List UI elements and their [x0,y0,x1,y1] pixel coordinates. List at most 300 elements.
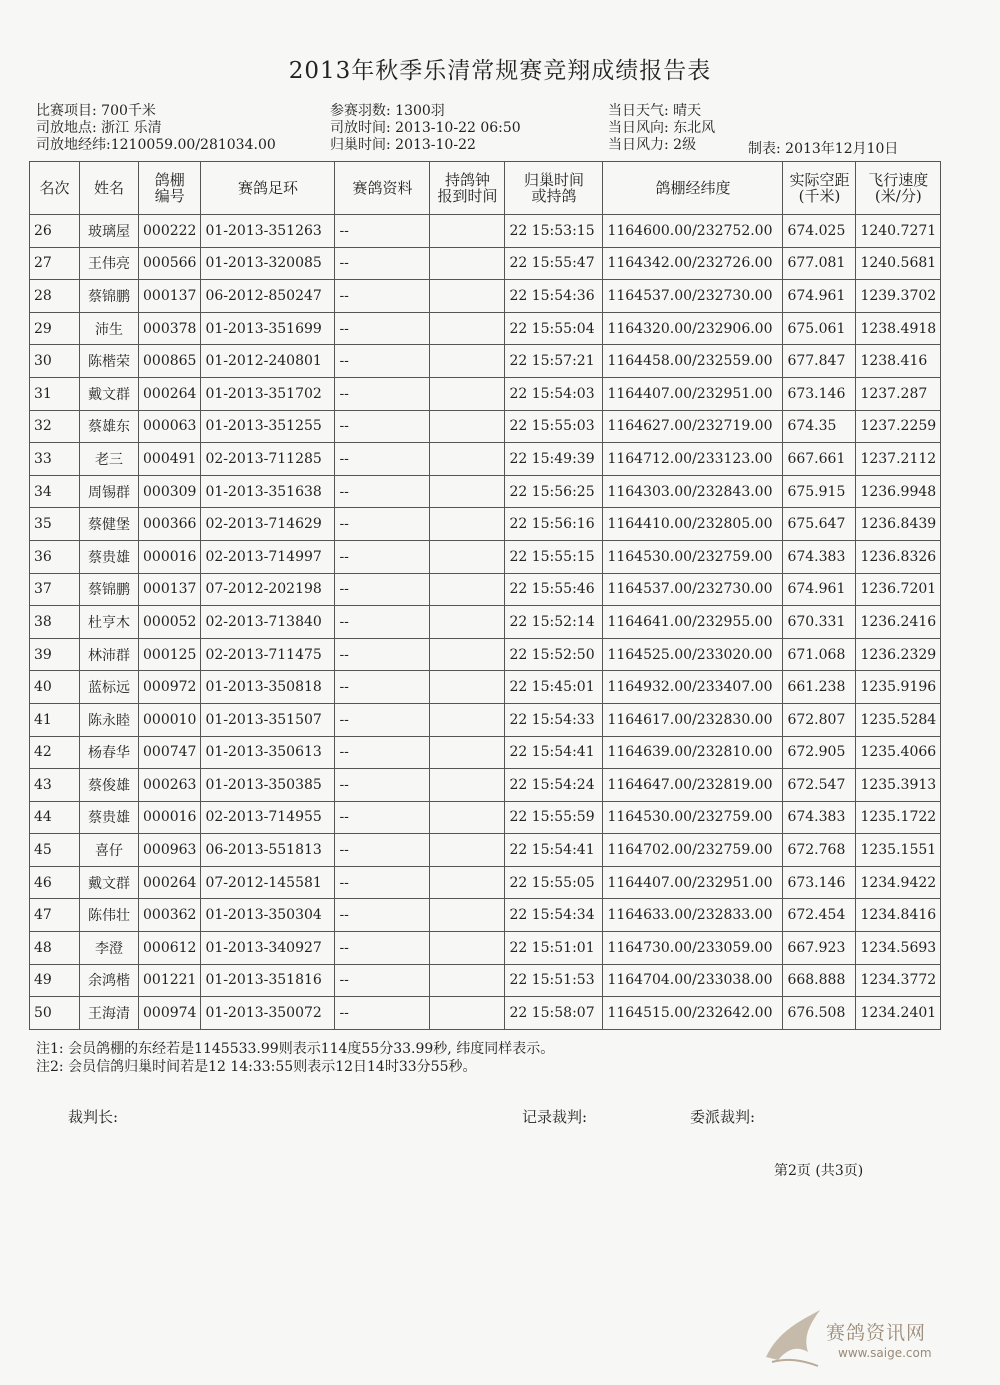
cell-loft-coords: 1164515.00/232642.00 [603,997,783,1030]
cell-speed: 1234.9422 [856,866,941,899]
cell-ring-number: 02-2013-713840 [201,606,335,639]
cell-speed: 1234.5693 [856,932,941,965]
cell-bird-info: -- [335,769,430,802]
cell-name: 周锡群 [80,475,139,508]
table-row [30,540,941,573]
table-row [30,866,941,899]
cell-ring-number: 01-2013-350385 [201,769,335,802]
cell-ring-number: 07-2012-202198 [201,573,335,606]
cell-distance: 674.35 [783,410,856,443]
cell-name: 戴文群 [80,377,139,410]
cell-loft-coords: 1164704.00/233038.00 [603,964,783,997]
cell-loft-coords: 1164633.00/232833.00 [603,899,783,932]
cell-loft-id: 000063 [139,410,201,443]
cell-loft-id: 000366 [139,508,201,541]
table-header-row [30,162,941,215]
cell-ring-number: 01-2013-340927 [201,932,335,965]
cell-clock-time [430,443,505,476]
cell-bird-info: -- [335,899,430,932]
cell-speed: 1236.8439 [856,508,941,541]
cell-speed: 1235.5284 [856,703,941,736]
cell-loft-id: 000137 [139,280,201,313]
cell-ring-number: 01-2013-351255 [201,410,335,443]
cell-loft-coords: 1164712.00/233123.00 [603,443,783,476]
info-left [36,103,276,154]
watermark [758,1302,968,1372]
table-row [30,638,941,671]
cell-distance: 667.661 [783,443,856,476]
weather: 当日天气: 晴天 [608,103,702,119]
table-row [30,932,941,965]
cell-arrival-time: 22 15:49:39 [505,443,603,476]
cell-arrival-time: 22 15:54:36 [505,280,603,313]
cell-loft-coords: 1164407.00/232951.00 [603,866,783,899]
cell-rank: 38 [30,606,80,639]
cell-loft-id: 000362 [139,899,201,932]
cell-distance: 675.061 [783,312,856,345]
cell-ring-number: 06-2012-850247 [201,280,335,313]
cell-clock-time [430,508,505,541]
delegated-referee: 委派裁判: [690,1108,756,1126]
cell-loft-id: 000052 [139,606,201,639]
cell-clock-time [430,540,505,573]
cell-ring-number: 01-2013-350072 [201,997,335,1030]
cell-name: 戴文群 [80,866,139,899]
cell-loft-id: 000264 [139,377,201,410]
cell-bird-info: -- [335,801,430,834]
table-row [30,345,941,378]
cell-rank: 39 [30,638,80,671]
cell-loft-coords: 1164530.00/232759.00 [603,540,783,573]
cell-loft-coords: 1164342.00/232726.00 [603,247,783,280]
recording-referee: 记录裁判: [522,1108,588,1126]
cell-distance: 672.768 [783,834,856,867]
cell-loft-coords: 1164617.00/232830.00 [603,703,783,736]
cell-loft-id: 001221 [139,964,201,997]
release-time: 司放时间: 2013-10-22 06:50 [330,120,521,136]
cell-bird-info: -- [335,280,430,313]
cell-ring-number: 02-2013-711285 [201,443,335,476]
cell-ring-number: 01-2013-351699 [201,312,335,345]
table-row [30,964,941,997]
report-title: 2013年秋季乐清常规赛竞翔成绩报告表 [288,58,712,84]
cell-ring-number: 01-2013-351263 [201,215,335,248]
cell-bird-info: -- [335,377,430,410]
cell-name: 老三 [80,443,139,476]
cell-rank: 42 [30,736,80,769]
cell-distance: 675.915 [783,475,856,508]
cell-loft-id: 000566 [139,247,201,280]
cell-name: 蔡锦鹏 [80,573,139,606]
table-row [30,312,941,345]
cell-arrival-time: 22 15:55:05 [505,866,603,899]
cell-arrival-time: 22 15:57:21 [505,345,603,378]
table-row [30,834,941,867]
cell-ring-number: 01-2013-351816 [201,964,335,997]
cell-distance: 674.961 [783,280,856,313]
cell-rank: 29 [30,312,80,345]
cell-name: 蔡贵雄 [80,540,139,573]
cell-speed: 1237.287 [856,377,941,410]
cell-rank: 47 [30,899,80,932]
cell-rank: 28 [30,280,80,313]
cell-name: 蔡贵雄 [80,801,139,834]
cell-distance: 672.454 [783,899,856,932]
cell-ring-number: 07-2012-145581 [201,866,335,899]
cell-speed: 1236.7201 [856,573,941,606]
cell-speed: 1234.3772 [856,964,941,997]
cell-bird-info: -- [335,834,430,867]
cell-distance: 674.383 [783,801,856,834]
cell-clock-time [430,736,505,769]
cell-bird-info: -- [335,540,430,573]
cell-name: 杜亨木 [80,606,139,639]
cell-distance: 673.146 [783,377,856,410]
cell-clock-time [430,964,505,997]
cell-bird-info: -- [335,932,430,965]
cell-speed: 1238.4918 [856,312,941,345]
cell-rank: 43 [30,769,80,802]
cell-distance: 674.025 [783,215,856,248]
cell-distance: 675.647 [783,508,856,541]
table-row [30,247,941,280]
cell-arrival-time: 22 15:55:03 [505,410,603,443]
cell-rank: 46 [30,866,80,899]
table-row [30,475,941,508]
cell-rank: 26 [30,215,80,248]
cell-clock-time [430,312,505,345]
cell-ring-number: 01-2013-350304 [201,899,335,932]
cell-distance: 674.383 [783,540,856,573]
cell-loft-id: 000972 [139,671,201,704]
cell-rank: 50 [30,997,80,1030]
cell-clock-time [430,377,505,410]
event-distance: 比赛项目: 700千米 [36,103,156,119]
cell-rank: 36 [30,540,80,573]
pigeon-logo-icon [758,1302,828,1372]
cell-loft-coords: 1164702.00/232759.00 [603,834,783,867]
cell-rank: 31 [30,377,80,410]
cell-bird-info: -- [335,866,430,899]
cell-bird-info: -- [335,638,430,671]
cell-distance: 677.847 [783,345,856,378]
watermark-text: 赛鸽资讯网 [826,1322,927,1344]
table-row [30,671,941,704]
header-clock-time: 持鸽钟 报到时间 [430,162,505,215]
cell-ring-number: 02-2013-714955 [201,801,335,834]
cell-clock-time [430,638,505,671]
cell-rank: 49 [30,964,80,997]
cell-rank: 45 [30,834,80,867]
cell-speed: 1235.3913 [856,769,941,802]
table-row [30,736,941,769]
cell-clock-time [430,573,505,606]
cell-ring-number: 01-2013-351507 [201,703,335,736]
table-row [30,769,941,802]
cell-clock-time [430,801,505,834]
cell-loft-coords: 1164730.00/233059.00 [603,932,783,965]
chief-referee: 裁判长: [68,1108,119,1126]
cell-loft-id: 000222 [139,215,201,248]
header-speed: 飞行速度 (米/分) [856,162,941,215]
cell-speed: 1234.2401 [856,997,941,1030]
cell-loft-coords: 1164407.00/232951.00 [603,377,783,410]
cell-bird-info: -- [335,345,430,378]
cell-name: 蔡俊雄 [80,769,139,802]
cell-rank: 30 [30,345,80,378]
header-distance: 实际空距 (千米) [783,162,856,215]
cell-name: 杨春华 [80,736,139,769]
cell-arrival-time: 22 15:55:15 [505,540,603,573]
cell-arrival-time: 22 15:55:04 [505,312,603,345]
cell-name: 林沛群 [80,638,139,671]
cell-speed: 1237.2112 [856,443,941,476]
cell-ring-number: 02-2013-714997 [201,540,335,573]
cell-arrival-time: 22 15:52:14 [505,606,603,639]
cell-clock-time [430,866,505,899]
cell-bird-info: -- [335,606,430,639]
cell-name: 王伟亮 [80,247,139,280]
cell-loft-coords: 1164537.00/232730.00 [603,573,783,606]
cell-rank: 37 [30,573,80,606]
cell-loft-coords: 1164627.00/232719.00 [603,410,783,443]
cell-clock-time [430,834,505,867]
cell-loft-id: 000016 [139,801,201,834]
table-row [30,215,941,248]
page-number: 第2页 (共3页) [774,1163,864,1179]
cell-clock-time [430,475,505,508]
header-rank: 名次 [30,162,80,215]
cell-name: 沛生 [80,312,139,345]
note-2: 注2: 会员信鸽归巢时间若是12 14:33:55则表示12日14时33分55秒。 [36,1059,477,1075]
cell-speed: 1236.9948 [856,475,941,508]
notes [36,1040,554,1076]
cell-name: 蔡健堡 [80,508,139,541]
cell-loft-coords: 1164525.00/233020.00 [603,638,783,671]
cell-speed: 1236.2416 [856,606,941,639]
cell-speed: 1240.7271 [856,215,941,248]
table-row [30,997,941,1030]
cell-arrival-time: 22 15:54:41 [505,834,603,867]
cell-loft-id: 000747 [139,736,201,769]
cell-clock-time [430,606,505,639]
cell-distance: 668.888 [783,964,856,997]
bird-count: 参赛羽数: 1300羽 [330,103,445,119]
wind-force: 当日风力: 2级 [608,137,697,153]
cell-bird-info: -- [335,443,430,476]
table-row [30,377,941,410]
cell-loft-id: 000137 [139,573,201,606]
cell-clock-time [430,345,505,378]
cell-distance: 672.547 [783,769,856,802]
cell-rank: 40 [30,671,80,704]
cell-speed: 1240.5681 [856,247,941,280]
cell-bird-info: -- [335,247,430,280]
results-table [29,161,941,1030]
cell-arrival-time: 22 15:54:24 [505,769,603,802]
cell-loft-coords: 1164639.00/232810.00 [603,736,783,769]
header-name: 姓名 [80,162,139,215]
cell-clock-time [430,410,505,443]
made-date: 制表: 2013年12月10日 [748,141,899,157]
cell-bird-info: -- [335,573,430,606]
cell-ring-number: 02-2013-714629 [201,508,335,541]
cell-speed: 1235.1722 [856,801,941,834]
cell-bird-info: -- [335,508,430,541]
cell-arrival-time: 22 15:54:41 [505,736,603,769]
watermark-url: www.saige.com [838,1346,932,1360]
cell-speed: 1236.2329 [856,638,941,671]
cell-ring-number: 01-2013-350818 [201,671,335,704]
cell-ring-number: 01-2013-351702 [201,377,335,410]
cell-arrival-time: 22 15:55:47 [505,247,603,280]
cell-ring-number: 01-2012-240801 [201,345,335,378]
cell-loft-coords: 1164647.00/232819.00 [603,769,783,802]
cell-distance: 676.508 [783,997,856,1030]
cell-rank: 35 [30,508,80,541]
cell-loft-coords: 1164458.00/232559.00 [603,345,783,378]
cell-clock-time [430,932,505,965]
info-right [608,103,715,154]
cell-speed: 1235.1551 [856,834,941,867]
header-loft-id: 鸽棚 编号 [139,162,201,215]
cell-bird-info: -- [335,964,430,997]
cell-name: 蓝标远 [80,671,139,704]
cell-speed: 1236.8326 [856,540,941,573]
table-row [30,801,941,834]
cell-loft-id: 000378 [139,312,201,345]
cell-loft-id: 000491 [139,443,201,476]
cell-name: 喜仔 [80,834,139,867]
cell-loft-coords: 1164530.00/232759.00 [603,801,783,834]
cell-ring-number: 01-2013-350613 [201,736,335,769]
cell-arrival-time: 22 15:54:33 [505,703,603,736]
cell-rank: 48 [30,932,80,965]
cell-ring-number: 01-2013-320085 [201,247,335,280]
cell-loft-id: 000016 [139,540,201,573]
cell-loft-id: 000974 [139,997,201,1030]
cell-bird-info: -- [335,703,430,736]
cell-distance: 667.923 [783,932,856,965]
cell-bird-info: -- [335,736,430,769]
release-place: 司放地点: 浙江 乐清 [36,120,162,136]
header-bird-info: 赛鸽资料 [335,162,430,215]
cell-name: 陈楷荣 [80,345,139,378]
cell-loft-coords: 1164410.00/232805.00 [603,508,783,541]
cell-bird-info: -- [335,312,430,345]
cell-speed: 1234.8416 [856,899,941,932]
cell-clock-time [430,997,505,1030]
cell-arrival-time: 22 15:54:03 [505,377,603,410]
cell-speed: 1237.2259 [856,410,941,443]
cell-loft-id: 000865 [139,345,201,378]
cell-arrival-time: 22 15:56:25 [505,475,603,508]
cell-name: 陈伟壮 [80,899,139,932]
cell-loft-coords: 1164600.00/232752.00 [603,215,783,248]
cell-arrival-time: 22 15:45:01 [505,671,603,704]
header-loft-coords: 鸽棚经纬度 [603,162,783,215]
header-arrival-time: 归巢时间 或持鸽 [505,162,603,215]
cell-arrival-time: 22 15:54:34 [505,899,603,932]
cell-bird-info: -- [335,997,430,1030]
cell-distance: 674.961 [783,573,856,606]
release-coords: 司放地经纬:1210059.00/281034.00 [36,137,276,153]
cell-clock-time [430,703,505,736]
cell-clock-time [430,671,505,704]
cell-name: 蔡锦鹏 [80,280,139,313]
cell-distance: 671.068 [783,638,856,671]
cell-speed: 1238.416 [856,345,941,378]
table-row [30,606,941,639]
cell-loft-id: 000010 [139,703,201,736]
cell-name: 蔡雄东 [80,410,139,443]
cell-arrival-time: 22 15:52:50 [505,638,603,671]
cell-distance: 677.081 [783,247,856,280]
cell-rank: 34 [30,475,80,508]
cell-rank: 32 [30,410,80,443]
return-time: 归巢时间: 2013-10-22 [330,137,476,153]
cell-name: 王海清 [80,997,139,1030]
cell-bird-info: -- [335,215,430,248]
cell-clock-time [430,247,505,280]
cell-distance: 672.905 [783,736,856,769]
cell-distance: 661.238 [783,671,856,704]
cell-distance: 672.807 [783,703,856,736]
cell-distance: 673.146 [783,866,856,899]
cell-loft-id: 000125 [139,638,201,671]
table-row [30,703,941,736]
cell-bird-info: -- [335,410,430,443]
cell-loft-coords: 1164641.00/232955.00 [603,606,783,639]
cell-arrival-time: 22 15:55:59 [505,801,603,834]
cell-loft-coords: 1164303.00/232843.00 [603,475,783,508]
info-middle [330,103,521,154]
cell-clock-time [430,769,505,802]
cell-speed: 1239.3702 [856,280,941,313]
cell-loft-coords: 1164932.00/233407.00 [603,671,783,704]
cell-loft-coords: 1164537.00/232730.00 [603,280,783,313]
cell-loft-id: 000264 [139,866,201,899]
cell-name: 李澄 [80,932,139,965]
cell-name: 玻璃屋 [80,215,139,248]
cell-ring-number: 01-2013-351638 [201,475,335,508]
cell-ring-number: 06-2013-551813 [201,834,335,867]
table-row [30,899,941,932]
cell-distance: 670.331 [783,606,856,639]
cell-rank: 41 [30,703,80,736]
table-row [30,280,941,313]
cell-loft-id: 000263 [139,769,201,802]
header-ring-number: 赛鸽足环 [201,162,335,215]
cell-clock-time [430,899,505,932]
wind-direction: 当日风向: 东北风 [608,120,716,136]
cell-speed: 1235.4066 [856,736,941,769]
table-row [30,573,941,606]
cell-bird-info: -- [335,671,430,704]
cell-loft-coords: 1164320.00/232906.00 [603,312,783,345]
cell-clock-time [430,215,505,248]
cell-arrival-time: 22 15:58:07 [505,997,603,1030]
cell-arrival-time: 22 15:53:15 [505,215,603,248]
table-row [30,410,941,443]
cell-rank: 33 [30,443,80,476]
cell-rank: 27 [30,247,80,280]
cell-bird-info: -- [335,475,430,508]
cell-arrival-time: 22 15:51:01 [505,932,603,965]
cell-name: 陈永睦 [80,703,139,736]
cell-arrival-time: 22 15:56:16 [505,508,603,541]
cell-arrival-time: 22 15:51:53 [505,964,603,997]
